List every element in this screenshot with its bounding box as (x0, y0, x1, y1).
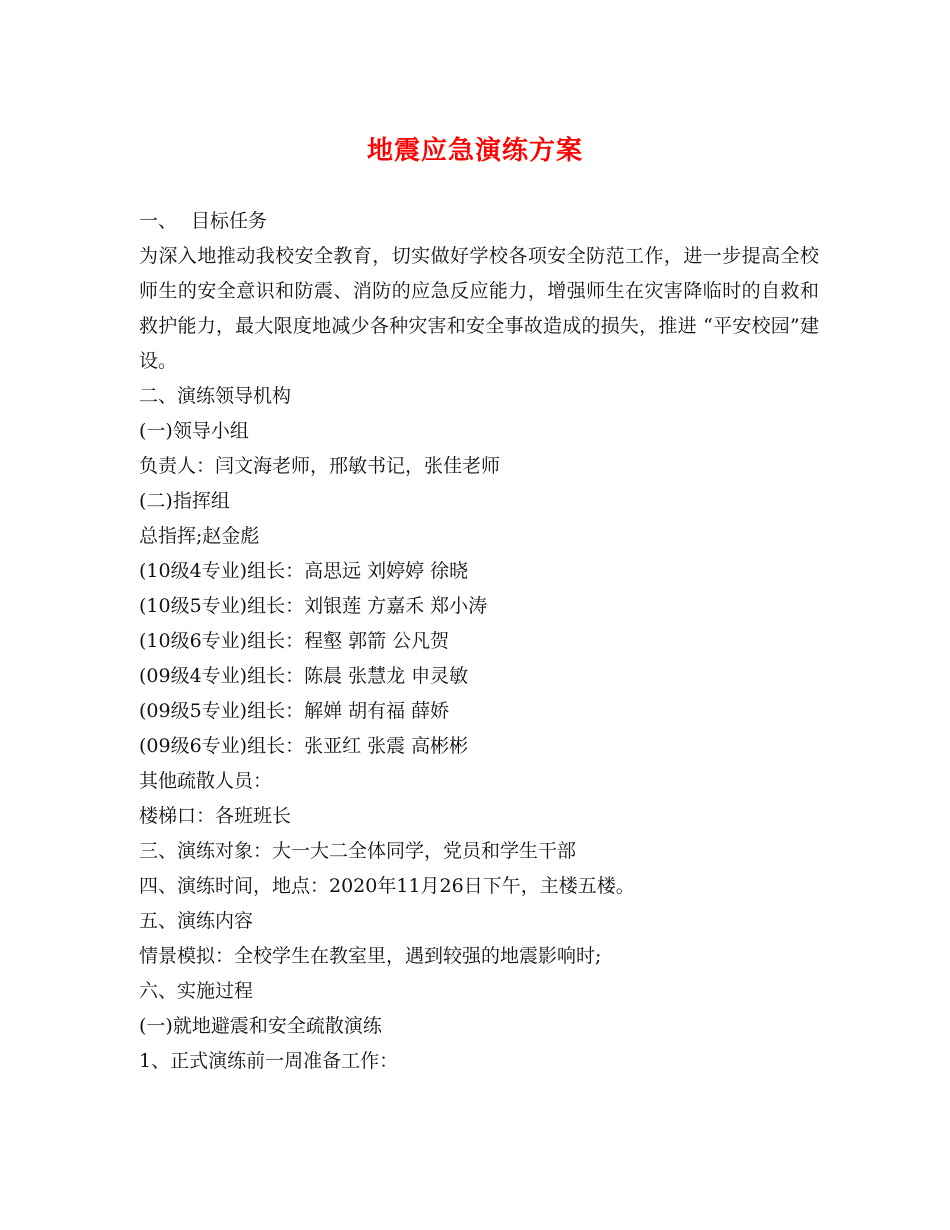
text-line: (09级6专业)组长：张亚红 张震 高彬彬 (139, 735, 469, 757)
text-line: (一)就地避震和安全疏散演练 (139, 1015, 382, 1037)
text-line: (10级5专业)组长：刘银莲 方嘉禾 郑小涛 (139, 595, 488, 617)
text-line: 总指挥;赵金彪 (139, 525, 260, 547)
text-line: 五、演练内容 (139, 910, 254, 932)
text-line: (10级4专业)组长：高思远 刘婷婷 徐晓 (139, 560, 469, 582)
section-title: 目标任务 (191, 210, 268, 232)
text-line: 情景模拟：全校学生在教室里，遇到较强的地震影响时; (139, 945, 602, 967)
section-heading-goals (139, 204, 819, 239)
text-line: (09级5专业)组长：解婵 胡有福 薛娇 (139, 700, 450, 722)
text-line: 六、实施过程 (139, 980, 254, 1002)
goals-paragraph: 为深入地推动我校安全教育，切实做好学校各项安全防范工作，进一步提高全校师生的安全意识和防震、消防的应急反应能力，增强师生在灾害降临时的自救和救护能力，最大限度地减少各种灾害和安全事故造成的损失，推进 “平安校园”建设。 (139, 245, 819, 372)
text-line: 四、演练时间，地点：2020年11月26日下午，主楼五楼。 (139, 875, 635, 897)
section-number: 一、 (139, 210, 178, 232)
document-body (139, 204, 819, 1079)
text-line: 1、正式演练前一周准备工作： (139, 1050, 399, 1072)
text-line: 三、演练对象：大一大二全体同学，党员和学生干部 (139, 840, 577, 862)
text-line: (10级6专业)组长：程壑 郭箭 公凡贺 (139, 630, 450, 652)
text-line: 负责人：闫文海老师，邢敏书记，张佳老师 (139, 455, 501, 477)
text-line: 二、演练领导机构 (139, 385, 292, 407)
text-line: 楼梯口：各班班长 (139, 805, 292, 827)
text-line: (一)领导小组 (139, 420, 249, 442)
document-title: 地震应急演练方案 (366, 136, 583, 166)
text-line: 其他疏散人员： (139, 770, 273, 792)
text-line: (09级4专业)组长：陈晨 张慧龙 申灵敏 (139, 665, 469, 687)
text-line: (二)指挥组 (139, 490, 230, 512)
